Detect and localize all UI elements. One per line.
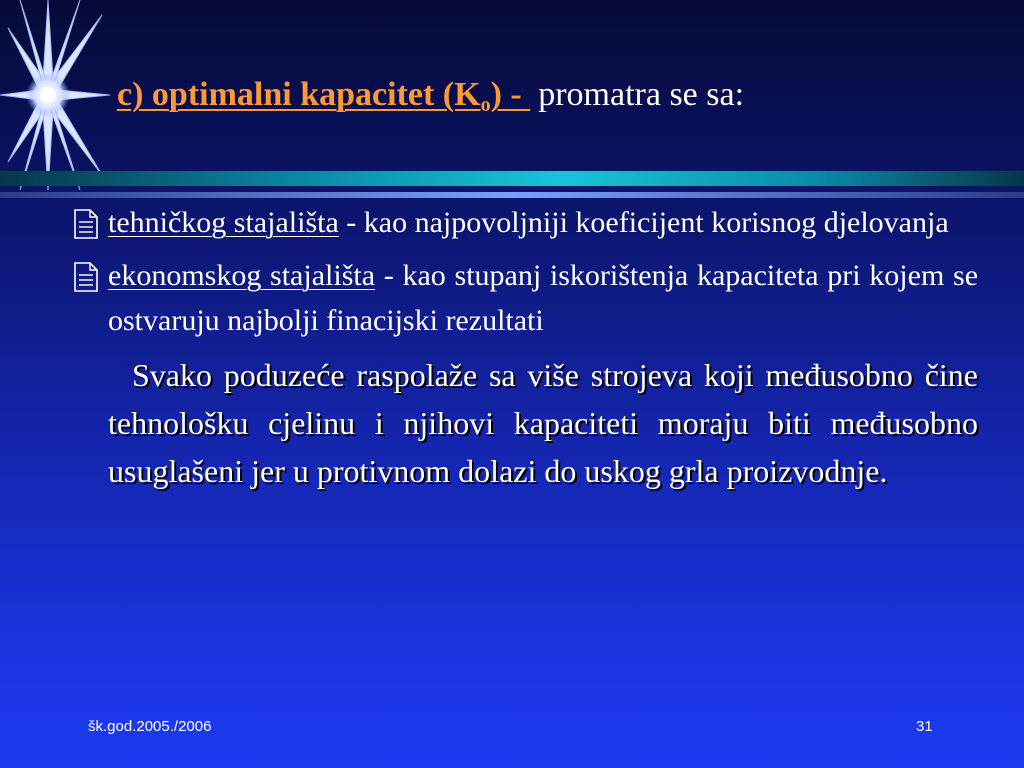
document-icon — [72, 209, 100, 239]
page-number: 31 — [916, 718, 933, 735]
footer-school-year: šk.god.2005./2006 — [88, 718, 212, 735]
list-item — [72, 253, 978, 343]
body-paragraph: Svako poduzeće raspolaže sa više strojeva koji međusobno čine tehnološku cjelinu i njihovi kapaciteti moraju biti međusobno usuglašeni jer u protivnom dolazi do uskog grla proizvodnje. — [108, 357, 978, 489]
bullet-term: tehničkog stajališta — [108, 206, 339, 239]
list-item — [72, 200, 978, 245]
title-tail: promatra se sa: — [538, 76, 745, 113]
bullet-text: - kao stupanj iskorištenja kapaciteta pri kojem se ostvaruju najbolji finacijski rezultati — [108, 259, 979, 337]
divider-line — [0, 192, 1024, 198]
document-icon — [72, 262, 100, 292]
bullet-term: ekonomskog stajališta — [108, 259, 376, 292]
bullet-text: - kao najpovoljniji koeficijent korisnog djelovanja — [346, 206, 949, 239]
slide-title — [117, 76, 744, 117]
star-burst-icon — [0, 0, 110, 190]
divider-bar — [0, 171, 1024, 186]
slide-body — [72, 200, 978, 495]
title-highlight: c) optimalni kapacitet $(K_o)$ - — [117, 76, 531, 116]
